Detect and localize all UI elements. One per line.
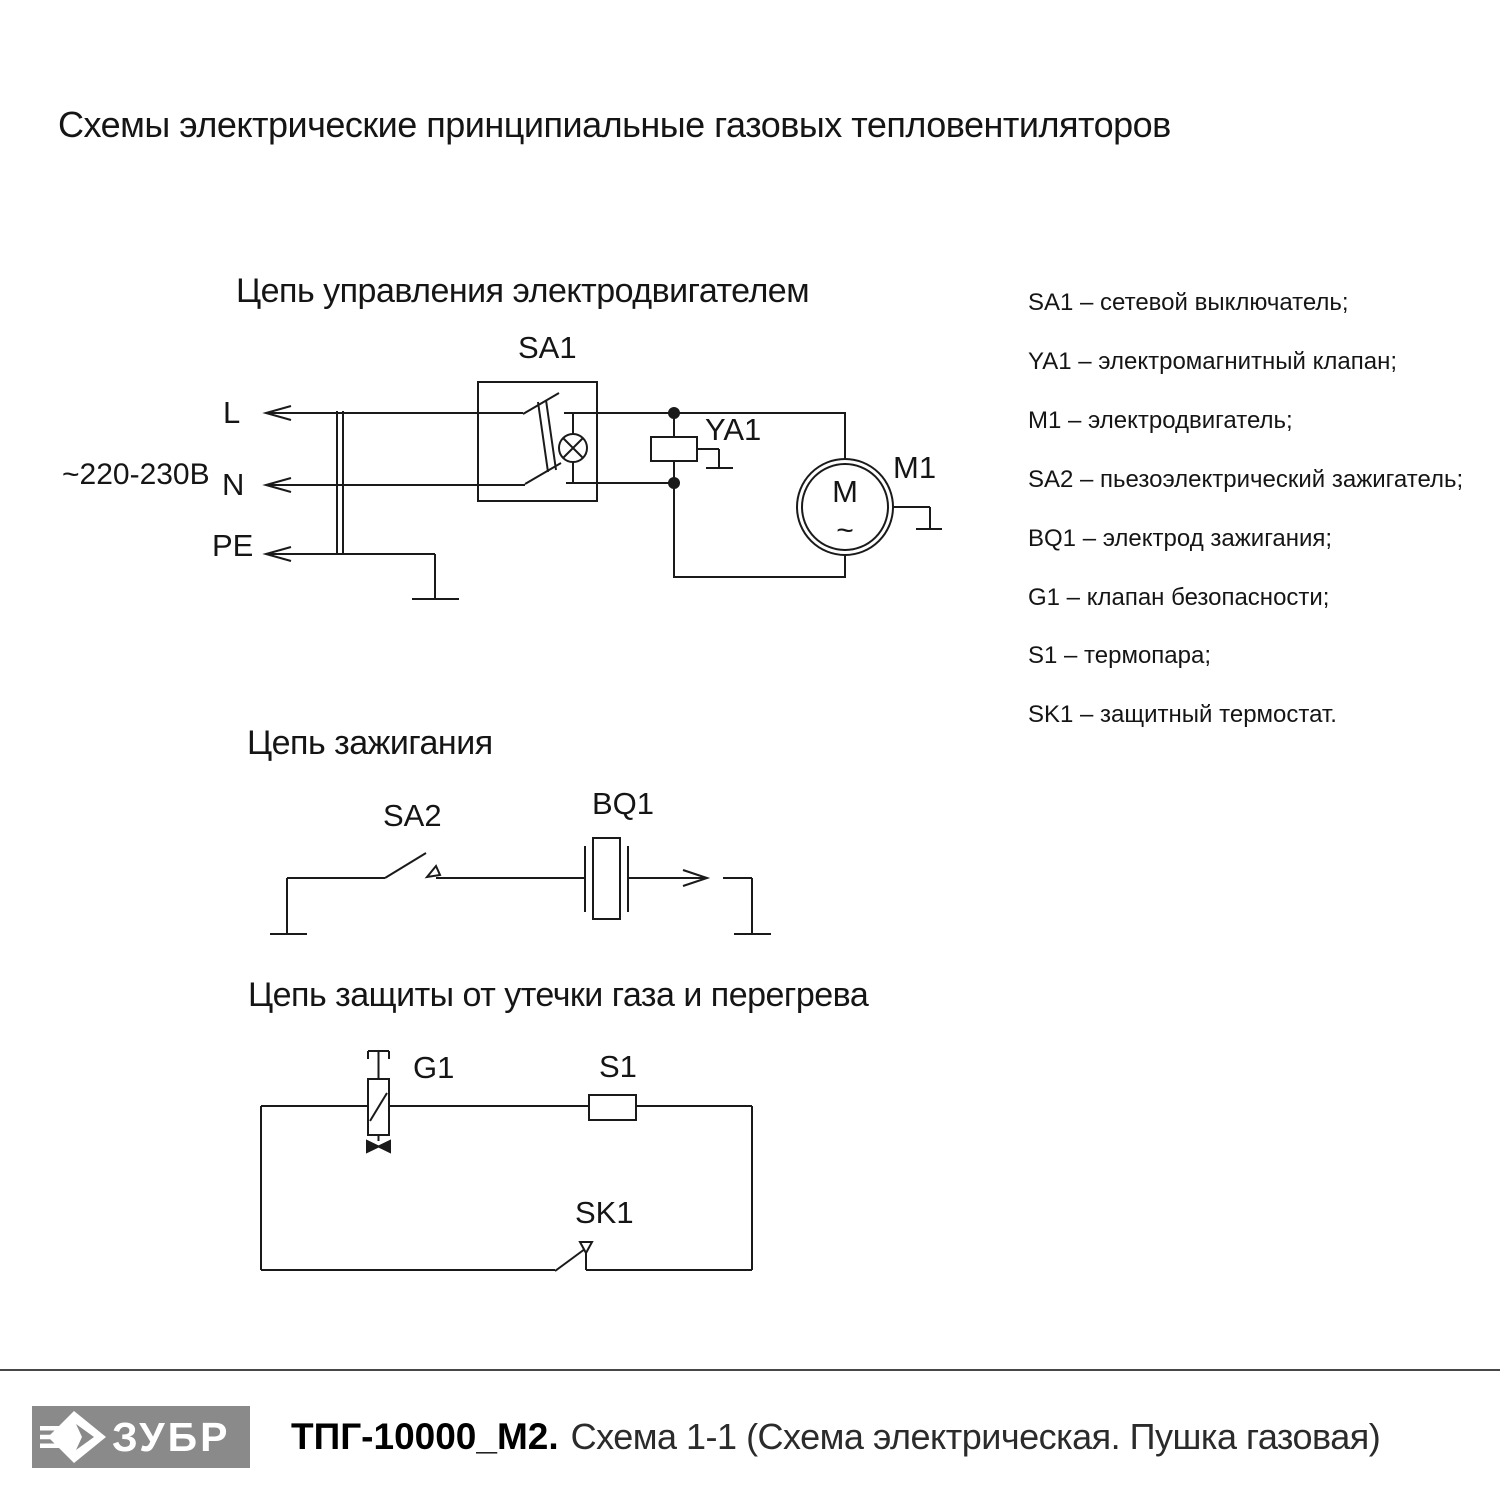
brand-diamond-arrow-icon [40, 1410, 106, 1464]
sa1-switch-symbol [478, 382, 674, 501]
motor-control-circuit [266, 382, 942, 599]
legend-item: S1 – термопара; [1028, 642, 1212, 670]
motor-letter: M [832, 474, 858, 509]
supply-line-L [266, 406, 523, 420]
footer-caption-row [291, 1406, 1380, 1468]
wire-bottom-to-motor [674, 488, 845, 577]
pe-ground-symbol [412, 554, 459, 599]
footer-divider [0, 1369, 1500, 1371]
sa2-switch-symbol [385, 853, 440, 878]
legend-item: SK1 – защитный термостат. [1028, 701, 1337, 729]
ignition-right-ground-symbol [723, 878, 771, 934]
g1-safety-valve-symbol [367, 1051, 390, 1152]
label-voltage: ~220-230В [62, 458, 210, 491]
supply-line-N [266, 478, 525, 492]
label-sk1: SK1 [575, 1195, 634, 1230]
label-ya1: YA1 [705, 412, 762, 447]
junction-dot [669, 478, 679, 488]
footer-caption: Схема 1-1 (Схема электрическая. Пушка газовая) [570, 1416, 1381, 1457]
page-title: Схемы электрические принципиальные газовых тепловентиляторов [58, 104, 1171, 145]
sa1-indicator-lamp-icon [559, 413, 587, 483]
label-sa2: SA2 [383, 798, 442, 833]
brand-logo [32, 1406, 250, 1468]
loop-sides [261, 1106, 752, 1270]
label-line-PE: PE [212, 528, 254, 563]
section-title-motor-control: Цепь управления электродвигателем [236, 272, 810, 310]
section-title-protection: Цепь защиты от утечки газа и перегрева [248, 976, 869, 1014]
ignition-left-ground-symbol [270, 878, 385, 934]
ignition-circuit [270, 838, 771, 934]
protection-circuit [261, 1051, 752, 1271]
motor-ground-symbol [893, 507, 942, 529]
legend-item: BQ1 – электрод зажигания; [1028, 524, 1333, 552]
cable-connector-marks [337, 411, 343, 554]
legend-item: SA1 – сетевой выключатель; [1028, 289, 1349, 316]
label-m1: M1 [893, 450, 937, 485]
legend [1028, 274, 1463, 745]
label-line-L: L [223, 395, 241, 430]
legend-item: M1 – электродвигатель; [1028, 406, 1293, 434]
legend-item: YA1 – электромагнитный клапан; [1028, 347, 1398, 375]
ya1-ground-symbol [697, 449, 733, 468]
footer-model: ТПГ-10000_М2. [291, 1416, 559, 1457]
spark-arrow [628, 870, 707, 886]
s1-thermocouple-symbol [589, 1095, 636, 1120]
label-bq1: BQ1 [592, 786, 655, 821]
supply-line-PE [266, 547, 435, 561]
label-line-N: N [222, 467, 245, 502]
label-sa1: SA1 [518, 330, 577, 365]
section-title-ignition: Цепь зажигания [247, 724, 493, 762]
legend-item: SA2 – пьезоэлектрический зажигатель; [1028, 465, 1464, 493]
bq1-piezo-symbol [585, 838, 628, 919]
motor-tilde: ~ [836, 514, 854, 547]
label-g1: G1 [413, 1050, 455, 1085]
brand-logo-text: ЗУБР [112, 1413, 231, 1460]
legend-item: G1 – клапан безопасности; [1028, 583, 1330, 611]
sk1-thermostat-symbol [261, 1242, 752, 1271]
label-s1: S1 [599, 1049, 637, 1084]
